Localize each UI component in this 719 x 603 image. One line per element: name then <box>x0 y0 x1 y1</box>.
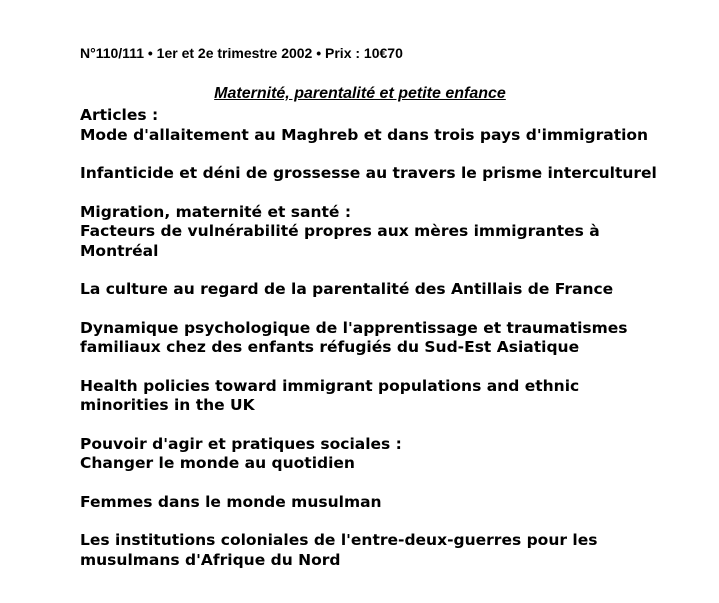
article-item <box>80 164 700 184</box>
article-title-line: minorities in the UK <box>80 396 255 414</box>
article-item <box>80 435 700 474</box>
article-item <box>80 493 700 513</box>
article-title-line: Montréal <box>80 241 159 260</box>
articles-section <box>80 106 700 589</box>
article-item <box>80 203 700 262</box>
article-item <box>80 319 700 358</box>
article-title-line: Migration, maternité et santé : <box>80 202 352 221</box>
article-title-line: musulmans d'Afrique du Nord <box>80 550 341 569</box>
article-title-line: Femmes dans le monde musulman <box>80 492 382 511</box>
article-title-line: La culture au regard de la parentalité des Antillais de France <box>80 280 614 298</box>
article-title-line: Infanticide et déni de grossesse au travers le prisme interculturel <box>80 164 657 182</box>
issue-line: N°110/111 • 1er et 2e trimestre 2002 • Prix : 10€70 <box>80 45 403 61</box>
article-item <box>80 377 700 416</box>
article-item <box>80 531 700 570</box>
article-title-line: Mode d'allaitement au Maghreb et dans trois pays d'immigration <box>80 125 649 144</box>
article-title-line: Pouvoir d'agir et pratiques sociales : <box>80 434 402 453</box>
article-title-line: Dynamique psychologique de l'apprentissage et traumatismes <box>80 318 628 337</box>
article-title-line: Les institutions coloniales de l'entre-deux-guerres pour les <box>80 531 598 549</box>
article-item <box>80 126 700 146</box>
article-title-line: Changer le monde au quotidien <box>80 454 355 472</box>
article-title-line: Health policies toward immigrant populations and ethnic <box>80 376 580 395</box>
article-title-line: Facteurs de vulnérabilité propres aux mères immigrantes à <box>80 222 600 240</box>
article-title-line: familiaux chez des enfants réfugiés du Sud-Est Asiatique <box>80 338 580 356</box>
article-item <box>80 280 700 300</box>
theme-title: Maternité, parentalité et petite enfance <box>214 85 506 102</box>
articles-heading: Articles : <box>80 106 159 124</box>
